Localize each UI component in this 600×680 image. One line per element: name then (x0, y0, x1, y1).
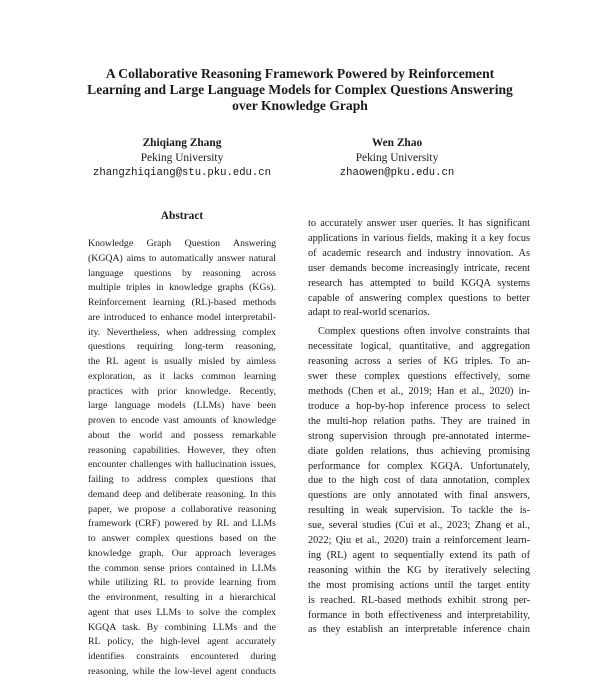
text-line: as they establish an interpretable inference chain (308, 624, 530, 636)
text-line: due to the high cost of data annotation, complex (308, 475, 530, 487)
author-affiliation: Peking University (140, 152, 224, 164)
text-line: performance for complex KGQA. Unfortunately, (308, 460, 530, 472)
text-line: the RL agent is usually misled by aimless (88, 356, 276, 367)
text-line: questions are only annotated with final answers, (308, 490, 530, 502)
abstract-heading: Abstract (160, 210, 204, 222)
text-line: to answer complex questions based on the (88, 533, 276, 544)
text-line: ity. Nevertheless, when addressing complex (88, 326, 276, 338)
text-line: reasoning, while the low-level agent conducts (88, 665, 276, 677)
paper-title (40, 66, 560, 114)
paragraph (308, 217, 530, 321)
text-line: the multi-hop relation paths. They are trained in (308, 415, 530, 427)
text-line: while utilizing RL to provide learning from (88, 577, 276, 589)
text-line: swer these complex questions effectively, some (308, 371, 530, 383)
abstract-body (88, 237, 276, 680)
text-line: KGQA task. By combining LLMs and the (88, 621, 276, 633)
text-line: adapt to real-world scenarios. (308, 307, 430, 319)
text-line: demand deep and deliberate reasoning. In this (88, 488, 276, 500)
text-line: RL policy, the high-level agent accurately (88, 636, 276, 648)
title-line: over Knowledge Graph (232, 98, 368, 113)
text-line: sue, several studies (Cui et al., 2023; Zhang et al., (308, 520, 530, 532)
text-line: knowledge graph. Our approach leverages (88, 547, 276, 559)
author-name: Wen Zhao (371, 137, 423, 149)
text-line: the common sense priors contained in LLMs (88, 562, 276, 574)
text-line: troduce a hop-by-hop inference process to select (308, 400, 530, 412)
text-line: the environment, resulting in a hierarchical (88, 592, 276, 603)
author-affiliation: Peking University (355, 152, 439, 164)
text-line: of academic research and industry innovation. As (308, 247, 530, 259)
text-line: language questions by reasoning across (88, 267, 276, 279)
text-line: failing to address complex questions that (88, 474, 276, 485)
author-email: zhangzhiqiang@stu.pku.edu.cn (92, 167, 271, 179)
text-line: reasoning capabilities. However, they often (88, 444, 276, 456)
text-line: user demands become increasingly intricate, recent (308, 262, 530, 274)
text-line: methods (Chen et al., 2019; Han et al., 2020) in- (308, 385, 530, 397)
text-line: identifies constraints encountered during (88, 651, 276, 662)
text-line: questions requiring long-term reasoning, (88, 341, 276, 353)
text-line: multiple triples in knowledge graphs (KGs). (88, 282, 276, 294)
title-line: Learning and Large Language Models for Complex Questions Answering (87, 82, 513, 97)
text-line: diate golden relations, thus achieving promising (308, 445, 530, 457)
text-line: resulting in weak supervision. To tackle the is- (308, 505, 530, 517)
introduction-body (308, 217, 530, 638)
text-line: encounter challenges with hallucination issues, (88, 459, 276, 471)
text-line: are introduced to enhance model interpretabil- (88, 311, 276, 323)
text-line: reasoning within the KG by iteratively selecting (308, 564, 530, 576)
author-email: zhaowen@pku.edu.cn (339, 167, 455, 179)
text-line: Knowledge Graph Question Answering (88, 238, 276, 249)
text-line: research has attempted to build KGQA systems (308, 277, 530, 289)
text-line: to accurately answer user queries. It has significant (308, 218, 530, 229)
author-name: Zhiqiang Zhang (142, 137, 222, 149)
text-line: necessitate logical, quantitative, and aggregation (308, 341, 530, 353)
paragraph (308, 325, 530, 638)
text-line: exploration, as it lacks common learning (88, 370, 276, 382)
text-line: Reinforcement learning (RL)-based methods (88, 297, 276, 308)
text-line: about the world and possess remarkable (88, 429, 276, 441)
text-line: formance in both effectiveness and interpretability, (308, 609, 530, 621)
text-line: large language models (LLMs) have been (88, 400, 276, 412)
text-line: strong supervision through pre-annotated interme- (308, 430, 530, 442)
text-line: applications in various fields, making it a key focus (308, 232, 530, 244)
text-line: is reached. RL-based methods exhibit strong per- (308, 594, 530, 606)
text-line: ing (RL) agent to sequentially extend its path of (308, 549, 530, 561)
text-line: 2022; Qiu et al., 2020) train a reinforcement learn- (308, 535, 530, 547)
author-block-1 (67, 136, 297, 181)
text-line: agent that uses LLMs to solve the complex (88, 606, 276, 618)
text-line: paper, we propose a collaborative reasoning (88, 503, 276, 515)
text-line: reasoning across a series of KG triples. To an- (308, 356, 530, 368)
text-line: capable of answering complex questions to better (308, 292, 530, 304)
title-line: A Collaborative Reasoning Framework Powered by Reinforcement (105, 66, 495, 81)
text-line: Complex questions often involve constraints that (318, 326, 530, 338)
author-block-2 (282, 136, 512, 181)
text-line: the most promising actions until the target entity (308, 579, 530, 591)
text-line: practices with prior knowledge. Recently, (88, 385, 276, 397)
text-line: proven to encode vast amounts of knowledge (88, 415, 276, 426)
text-line: framework (CRF) powered by RL and LLMs (88, 518, 276, 530)
text-line: (KGQA) aims to automatically answer natural (88, 252, 276, 264)
